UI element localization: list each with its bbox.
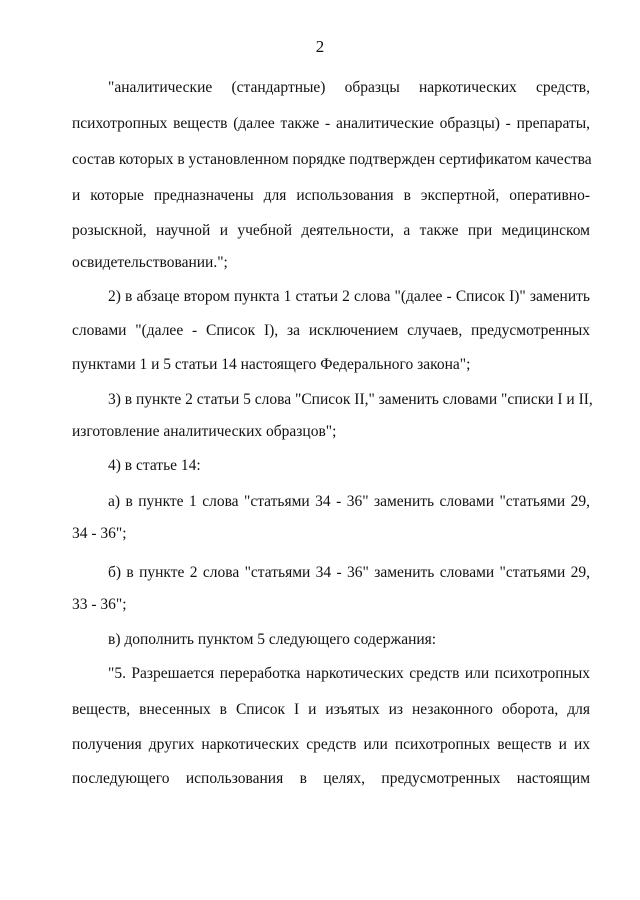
text-line: розыскной, научной и учебной деятельности, а также при медицинском (72, 222, 590, 239)
text-line: 3) в пункте 2 статьи 5 слова "Список II," заменить словами "списки I и II, (108, 391, 593, 408)
text-line: 2) в абзаце втором пункта 1 статьи 2 слова "(далее - Список I)" заменить (108, 288, 590, 305)
text-line: пунктами 1 и 5 статьи 14 настоящего Федерального закона"; (72, 356, 471, 373)
text-line: 4) в статье 14: (108, 457, 201, 474)
text-line: "5. Разрешается переработка наркотических средств или психотропных (108, 665, 590, 682)
text-line: психотропных веществ (далее также - аналитические образцы) - препараты, (72, 115, 590, 132)
text-line: и которые предназначены для использования в экспертной, оперативно- (72, 187, 590, 204)
text-line: получения других наркотических средств или психотропных веществ и их (72, 736, 590, 753)
text-line: а) в пункте 1 слова "статьями 34 - 36" заменить словами "статьями 29, (108, 493, 590, 510)
text-line: 33 - 36"; (72, 596, 127, 613)
text-line: 34 - 36"; (72, 525, 127, 542)
text-line: "аналитические (стандартные) образцы наркотических средств, (108, 79, 590, 96)
page-number: 2 (315, 37, 325, 56)
text-line: веществ, внесенных в Список I и изъятых из незаконного оборота, для (72, 701, 590, 718)
text-line: в) дополнить пунктом 5 следующего содержания: (108, 631, 437, 648)
text-line: б) в пункте 2 слова "статьями 34 - 36" заменить словами "статьями 29, (108, 564, 590, 581)
text-line: последующего использования в целях, предусмотренных настоящим (72, 770, 590, 787)
text-line: изготовление аналитических образцов"; (72, 423, 337, 440)
text-line: словами "(далее - Список I), за исключением случаев, предусмотренных (72, 322, 590, 339)
text-line: освидетельствовании."; (72, 254, 228, 271)
text-line: состав которых в установленном порядке подтвержден сертификатом качества (72, 151, 592, 168)
